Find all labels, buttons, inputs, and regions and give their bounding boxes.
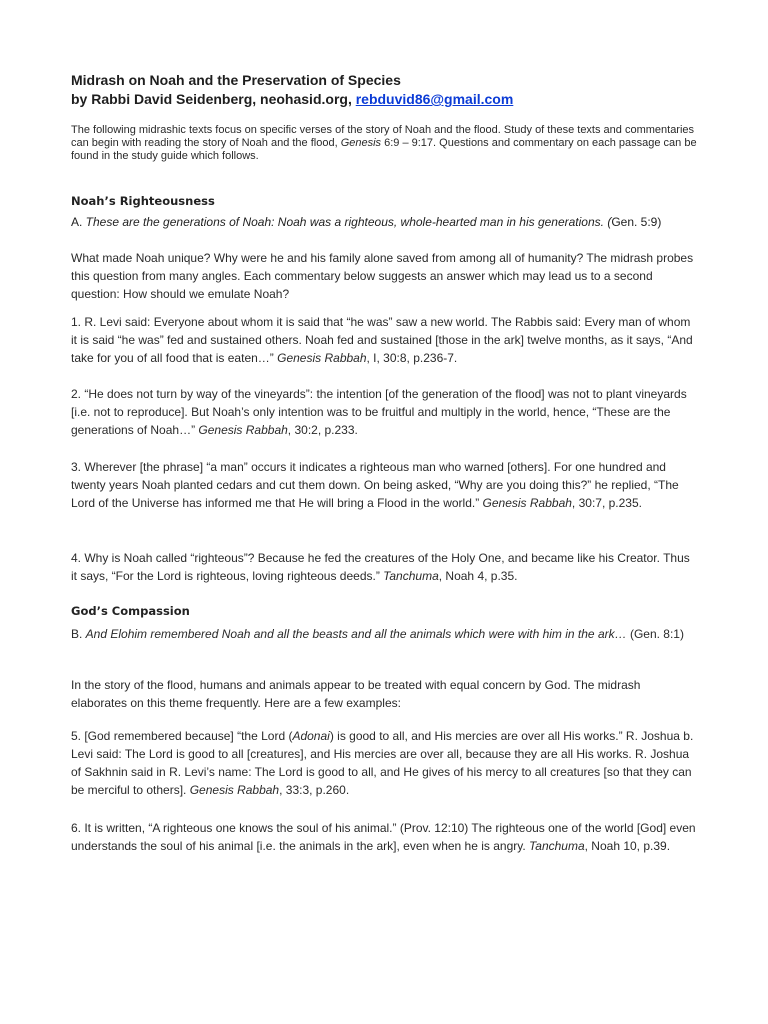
document-title: Midrash on Noah and the Preservation of Species [71, 72, 401, 88]
intro-text-continued: 6:9 – 9:17. Questions and commentary on each passage can be found in the study guide which follows. [71, 137, 697, 162]
commentary-item-5 [71, 727, 699, 799]
commentary-ref: , 33:3, p.260. [279, 783, 350, 797]
verse-text: These are the generations of Noah: Noah was a righteous, whole-hearted man in his generations. ( [85, 215, 612, 229]
commentary-text: 3. Wherever [the phrase] “a man” occurs it indicates a righteous man who warned [others]. For one hundred and twenty years Noah planted cedars and cut them down. On being asked, “Why are you doing this?” he replied, “The Lord of the Universe has informed me that He will bring a Flood in the world.” [71, 460, 679, 510]
verse-text: And Elohim remembered Noah and all the beasts and all the animals which were with him in the ark… [85, 627, 627, 641]
verse-label: A. [71, 215, 86, 229]
verse-label: B. [71, 627, 86, 641]
righteousness-question: What made Noah unique? Why were he and his family alone saved from among all of humanity? The midrash probes this question from many angles. Each commentary below suggests an answer which may lead us to a second question: How should we emulate Noah? [71, 251, 694, 301]
commentary-text-continued: ) is good to all, and His mercies are over all His works.” R. Joshua b. Levi said: The Lord is good to all [creatures], and His mercies are over all, because they are all His works. R. Joshua of Sakhnin said in R. Levi’s name: The Lord is good to all, and He gives of his mercy to all creatures [so that they can be merciful to others]. [71, 729, 694, 797]
verse-reference: (Gen. 8:1) [626, 627, 684, 641]
intro-text: The following midrashic texts focus on specific verses of the story of Noah and the flood. Study of these texts and commentaries can begin with reading the story of Noah and the flood, [71, 124, 695, 149]
section-heading-righteousness: Noah’s Righteousness [71, 194, 215, 208]
commentary-ref: , I, 30:8, p.236-7. [366, 351, 458, 365]
intro-citation: Genesis [340, 137, 382, 149]
commentary-item-1 [71, 313, 699, 367]
commentary-source: Tanchuma [383, 569, 439, 583]
byline-text: by Rabbi David Seidenberg, neohasid.org, [71, 91, 356, 107]
document-header [71, 71, 699, 109]
commentary-source: Genesis Rabbah [482, 496, 572, 510]
commentary-item-2 [71, 385, 699, 439]
commentary-item-6 [71, 819, 699, 855]
commentary-ref: , 30:7, p.235. [571, 496, 642, 510]
commentary-text: 5. [God remembered because] “the Lord ( [71, 729, 293, 743]
commentary-source: Genesis Rabbah [198, 423, 288, 437]
commentary-ref: , 30:2, p.233. [287, 423, 358, 437]
commentary-text: 4. Why is Noah called “righteous”? Because he fed the creatures of the Holy One, and became like his Creator. Thus it says, “For the Lord is righteous, loving righteous deeds.” [71, 551, 690, 583]
compassion-question: In the story of the flood, humans and animals appear to be treated with equal concern by God. The midrash elaborates on this theme frequently. Here are a few examples: [71, 678, 641, 710]
commentary-ref: , Noah 10, p.39. [584, 839, 671, 853]
verse-b [71, 625, 699, 643]
commentary-item-4 [71, 549, 699, 585]
commentary-source: Genesis Rabbah [277, 351, 367, 365]
commentary-ref: , Noah 4, p.35. [438, 569, 518, 583]
divine-name: Adonai [292, 729, 330, 743]
commentary-item-3 [71, 458, 699, 512]
byline [71, 90, 699, 109]
commentary-source: Genesis Rabbah [189, 783, 280, 797]
section-heading-compassion: God’s Compassion [71, 604, 190, 618]
commentary-text: 2. “He does not turn by way of the vineyards”: the intention [of the generation of the flood] was not to plant vineyards [i.e. not to reproduce]. But Noah’s only intention was to be fruitful and multiply in the world, hence, “These are the generations of Noah…” [71, 387, 687, 437]
intro-paragraph [71, 124, 699, 163]
commentary-text: 1. R. Levi said: Everyone about whom it is said that “he was” saw a new world. The Rabbis said: Every man of whom it is said “he was” fed and sustained others. Noah fed and sustained [those in the ark] twelve months, as it says, “And take for you of all food that is eaten…” [71, 315, 693, 365]
verse-reference: Gen. 5:9) [611, 215, 662, 229]
commentary-source: Tanchuma [529, 839, 585, 853]
verse-a [71, 214, 699, 231]
commentary-text: 6. It is written, “A righteous one knows the soul of his animal.” (Prov. 12:10) The righteous one of the world [God] even understands the soul of his animal [i.e. the animals in the ark], even when he is angry. [71, 821, 696, 853]
author-email-link[interactable]: rebduvid86@gmail.com [355, 91, 514, 107]
